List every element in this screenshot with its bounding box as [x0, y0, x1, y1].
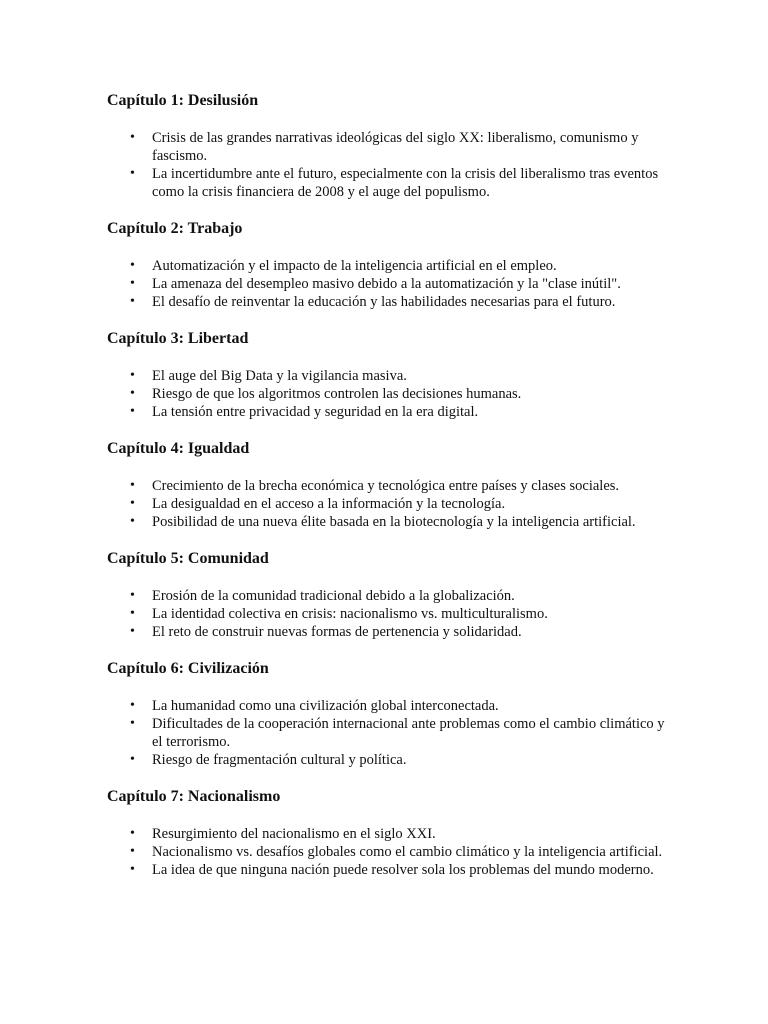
list-item	[107, 825, 667, 843]
bullet-list	[107, 367, 667, 421]
list-item	[107, 513, 667, 531]
list-item	[107, 403, 667, 421]
bullet-icon: •	[130, 368, 135, 383]
list-item	[107, 275, 667, 293]
bullet-icon: •	[130, 258, 135, 273]
list-item-text: Riesgo de que los algoritmos controlen las decisiones humanas.	[152, 386, 522, 402]
chapter-heading: Capítulo 2: Trabajo	[107, 220, 243, 237]
chapter-heading: Capítulo 5: Comunidad	[107, 550, 269, 567]
chapter-1	[107, 91, 667, 201]
list-item	[107, 861, 667, 879]
bullet-icon: •	[130, 294, 135, 309]
list-item-text: La incertidumbre ante el futuro, especialmente con la crisis del liberalismo tras eventos como la crisis financiera de 2008 y el auge del populismo.	[152, 166, 659, 200]
list-item	[107, 477, 667, 495]
list-item	[107, 751, 667, 769]
bullet-icon: •	[130, 496, 135, 511]
bullet-icon: •	[130, 624, 135, 639]
bullet-list	[107, 697, 667, 769]
list-item	[107, 587, 667, 605]
bullet-list	[107, 587, 667, 641]
bullet-icon: •	[130, 752, 135, 767]
list-item-text: Crisis de las grandes narrativas ideológicas del siglo XX: liberalismo, comunismo y fascismo.	[152, 130, 639, 164]
list-item-text: La idea de que ninguna nación puede resolver sola los problemas del mundo moderno.	[152, 862, 654, 878]
bullet-icon: •	[130, 386, 135, 401]
list-item-text: La humanidad como una civilización global interconectada.	[152, 698, 499, 714]
list-item-text: La identidad colectiva en crisis: nacionalismo vs. multiculturalismo.	[152, 606, 548, 622]
list-item	[107, 385, 667, 403]
list-item	[107, 715, 667, 751]
list-item	[107, 165, 667, 201]
list-item	[107, 623, 667, 641]
bullet-icon: •	[130, 862, 135, 877]
bullet-icon: •	[130, 844, 135, 859]
list-item-text: Resurgimiento del nacionalismo en el siglo XXI.	[152, 826, 436, 842]
bullet-icon: •	[130, 130, 135, 145]
chapter-6	[107, 659, 667, 769]
chapter-5	[107, 549, 667, 641]
bullet-icon: •	[130, 826, 135, 841]
list-item	[107, 843, 667, 861]
bullet-list	[107, 129, 667, 201]
bullet-list	[107, 257, 667, 311]
chapter-4	[107, 439, 667, 531]
bullet-icon: •	[130, 606, 135, 621]
bullet-icon: •	[130, 276, 135, 291]
chapter-heading: Capítulo 6: Civilización	[107, 660, 269, 677]
chapter-heading: Capítulo 1: Desilusión	[107, 92, 259, 109]
list-item-text: El reto de construir nuevas formas de pertenencia y solidaridad.	[152, 624, 522, 640]
list-item	[107, 605, 667, 623]
list-item-text: El auge del Big Data y la vigilancia masiva.	[152, 368, 407, 384]
list-item-text: Riesgo de fragmentación cultural y política.	[152, 752, 407, 768]
bullet-icon: •	[130, 698, 135, 713]
list-item-text: Crecimiento de la brecha económica y tecnológica entre países y clases sociales.	[152, 478, 620, 494]
list-item	[107, 495, 667, 513]
list-item-text: La desigualdad en el acceso a la información y la tecnología.	[152, 496, 506, 512]
bullet-icon: •	[130, 404, 135, 419]
bullet-list	[107, 825, 667, 879]
chapter-heading: Capítulo 7: Nacionalismo	[107, 788, 281, 805]
chapter-3	[107, 329, 667, 421]
chapter-heading: Capítulo 3: Libertad	[107, 330, 249, 347]
list-item-text: La amenaza del desempleo masivo debido a la automatización y la "clase inútil".	[152, 276, 621, 292]
chapter-7	[107, 787, 667, 879]
list-item	[107, 257, 667, 275]
chapter-2	[107, 219, 667, 311]
list-item-text: La tensión entre privacidad y seguridad en la era digital.	[152, 404, 479, 420]
list-item-text: Erosión de la comunidad tradicional debido a la globalización.	[152, 588, 515, 604]
bullet-icon: •	[130, 716, 135, 731]
list-item	[107, 697, 667, 715]
list-item	[107, 367, 667, 385]
list-item-text: El desafío de reinventar la educación y las habilidades necesarias para el futuro.	[152, 294, 616, 310]
list-item-text: Nacionalismo vs. desafíos globales como el cambio climático y la inteligencia artificial.	[152, 844, 663, 860]
list-item-text: Posibilidad de una nueva élite basada en la biotecnología y la inteligencia artificial.	[152, 514, 636, 530]
list-item-text: Dificultades de la cooperación internacional ante problemas como el cambio climático y el terrorismo.	[152, 716, 665, 750]
list-item	[107, 129, 667, 165]
bullet-icon: •	[130, 478, 135, 493]
list-item-text: Automatización y el impacto de la inteligencia artificial en el empleo.	[152, 258, 557, 274]
bullet-icon: •	[130, 514, 135, 529]
bullet-icon: •	[130, 166, 135, 181]
bullet-icon: •	[130, 588, 135, 603]
chapter-heading: Capítulo 4: Igualdad	[107, 440, 250, 457]
bullet-list	[107, 477, 667, 531]
list-item	[107, 293, 667, 311]
